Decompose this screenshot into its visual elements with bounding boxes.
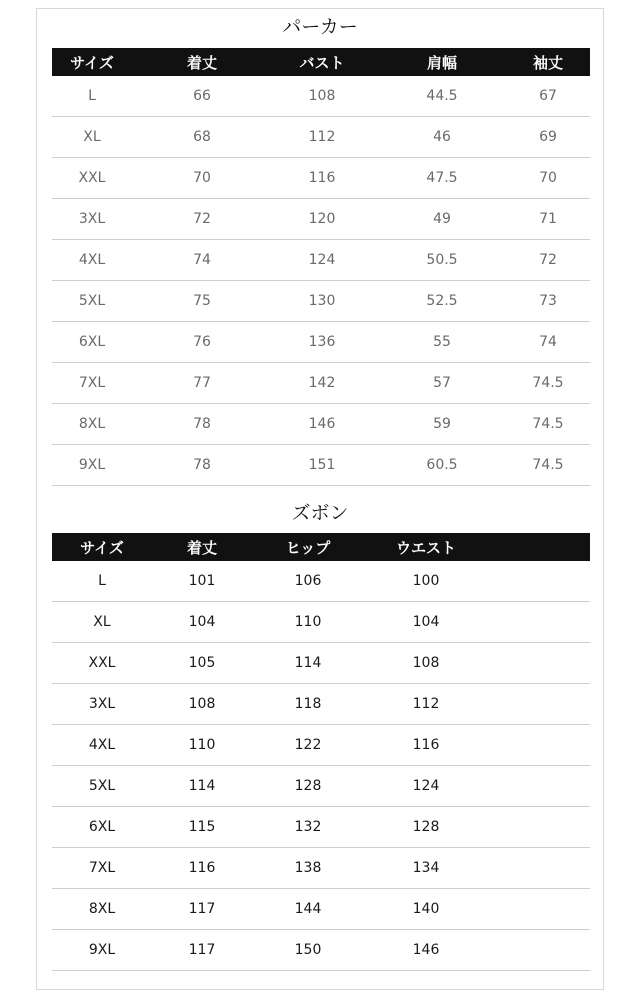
cell-sleeve: 70 — [539, 170, 557, 186]
cell-size: 9XL — [88, 942, 116, 958]
cell-shoulder: 47.5 — [426, 170, 458, 186]
cell-length: 116 — [188, 860, 216, 876]
cell-shoulder: 44.5 — [426, 88, 458, 104]
cell-waist: 100 — [412, 573, 440, 589]
cell-shoulder: 50.5 — [426, 252, 458, 268]
table-row — [52, 117, 590, 158]
cell-sleeve: 69 — [539, 129, 557, 145]
cell-length: 70 — [193, 170, 211, 186]
cell-size: 6XL — [78, 334, 106, 350]
table-row — [52, 445, 590, 486]
table-row — [52, 281, 590, 322]
cell-sleeve: 72 — [539, 252, 557, 268]
cell-length: 115 — [188, 819, 216, 835]
table-row — [52, 158, 590, 199]
cell-sleeve: 74.5 — [532, 375, 564, 391]
cell-shoulder: 46 — [433, 129, 451, 145]
cell-hip: 144 — [294, 901, 322, 917]
table-row — [52, 561, 590, 602]
cell-length: 66 — [193, 88, 211, 104]
cell-length: 114 — [188, 778, 216, 794]
cell-bust: 116 — [308, 170, 336, 186]
table-row — [52, 404, 590, 445]
cell-bust: 151 — [308, 457, 336, 473]
cell-sleeve: 74.5 — [532, 416, 564, 432]
cell-waist: 128 — [412, 819, 440, 835]
table-row — [52, 363, 590, 404]
table-row — [52, 76, 590, 117]
cell-size: 8XL — [78, 416, 106, 432]
cell-length: 117 — [188, 901, 216, 917]
table-row — [52, 240, 590, 281]
cell-length: 75 — [193, 293, 211, 309]
cell-size: 7XL — [88, 860, 116, 876]
cell-shoulder: 60.5 — [426, 457, 458, 473]
cell-waist: 140 — [412, 901, 440, 917]
cell-size: 3XL — [88, 696, 116, 712]
cell-size: 5XL — [88, 778, 116, 794]
cell-waist: 124 — [412, 778, 440, 794]
cell-bust: 130 — [308, 293, 336, 309]
cell-sleeve: 74 — [539, 334, 557, 350]
table-row — [52, 643, 590, 684]
header-hip: ヒップ — [285, 538, 331, 557]
table-row — [52, 930, 590, 971]
cell-waist: 104 — [412, 614, 440, 630]
cell-shoulder: 59 — [433, 416, 451, 432]
cell-length: 78 — [193, 457, 211, 473]
cell-bust: 142 — [308, 375, 336, 391]
table-row — [52, 322, 590, 363]
cell-size: XL — [93, 614, 111, 630]
cell-waist: 134 — [412, 860, 440, 876]
cell-size: 6XL — [88, 819, 116, 835]
cell-waist: 108 — [412, 655, 440, 671]
table-row — [52, 766, 590, 807]
cell-length: 68 — [193, 129, 211, 145]
cell-size: XL — [83, 129, 101, 145]
header-length: 着丈 — [186, 538, 217, 557]
cell-hip: 118 — [294, 696, 322, 712]
table-row — [52, 684, 590, 725]
cell-bust: 124 — [308, 252, 336, 268]
cell-bust: 136 — [308, 334, 336, 350]
cell-sleeve: 74.5 — [532, 457, 564, 473]
cell-length: 105 — [188, 655, 216, 671]
cell-length: 77 — [193, 375, 211, 391]
cell-length: 72 — [193, 211, 211, 227]
cell-shoulder: 52.5 — [426, 293, 458, 309]
cell-hip: 106 — [294, 573, 322, 589]
header-waist: ウエスト — [395, 538, 456, 557]
cell-shoulder: 49 — [433, 211, 451, 227]
cell-size: 4XL — [78, 252, 106, 268]
cell-size: 4XL — [88, 737, 116, 753]
cell-length: 104 — [188, 614, 216, 630]
cell-bust: 146 — [308, 416, 336, 432]
cell-shoulder: 55 — [433, 334, 451, 350]
cell-bust: 108 — [308, 88, 336, 104]
cell-length: 117 — [188, 942, 216, 958]
cell-bust: 120 — [308, 211, 336, 227]
pants-table-title: ズボン — [291, 502, 349, 524]
cell-bust: 112 — [308, 129, 336, 145]
cell-length: 101 — [188, 573, 216, 589]
table-row — [52, 848, 590, 889]
cell-size: L — [88, 88, 96, 104]
header-sleeve: 袖丈 — [532, 53, 563, 72]
cell-shoulder: 57 — [433, 375, 451, 391]
table-row — [52, 889, 590, 930]
cell-hip: 138 — [294, 860, 322, 876]
cell-waist: 112 — [412, 696, 440, 712]
hoodie-header-row — [52, 48, 590, 76]
cell-size: 8XL — [88, 901, 116, 917]
cell-hip: 110 — [294, 614, 322, 630]
cell-length: 74 — [193, 252, 211, 268]
table-row — [52, 199, 590, 240]
cell-waist: 116 — [412, 737, 440, 753]
cell-length: 78 — [193, 416, 211, 432]
header-size: サイズ — [80, 538, 124, 557]
header-shoulder: 肩幅 — [426, 53, 457, 72]
cell-size: L — [98, 573, 106, 589]
cell-sleeve: 67 — [539, 88, 557, 104]
pants-header-row — [52, 533, 590, 561]
cell-hip: 132 — [294, 819, 322, 835]
hoodie-table-title: パーカー — [282, 16, 358, 38]
cell-length: 76 — [193, 334, 211, 350]
cell-sleeve: 73 — [539, 293, 557, 309]
cell-size: 9XL — [78, 457, 106, 473]
header-size: サイズ — [70, 53, 114, 72]
cell-size: 3XL — [78, 211, 106, 227]
table-row — [52, 807, 590, 848]
header-length: 着丈 — [186, 53, 217, 72]
cell-size: XXL — [78, 170, 106, 186]
cell-size: 7XL — [78, 375, 106, 391]
cell-size: 5XL — [78, 293, 106, 309]
cell-hip: 122 — [294, 737, 322, 753]
table-row — [52, 725, 590, 766]
cell-hip: 114 — [294, 655, 322, 671]
cell-hip: 128 — [294, 778, 322, 794]
cell-size: XXL — [88, 655, 116, 671]
header-bust: バスト — [299, 53, 345, 72]
cell-length: 108 — [188, 696, 216, 712]
cell-sleeve: 71 — [539, 211, 557, 227]
cell-hip: 150 — [294, 942, 322, 958]
table-row — [52, 602, 590, 643]
cell-waist: 146 — [412, 942, 440, 958]
cell-length: 110 — [188, 737, 216, 753]
